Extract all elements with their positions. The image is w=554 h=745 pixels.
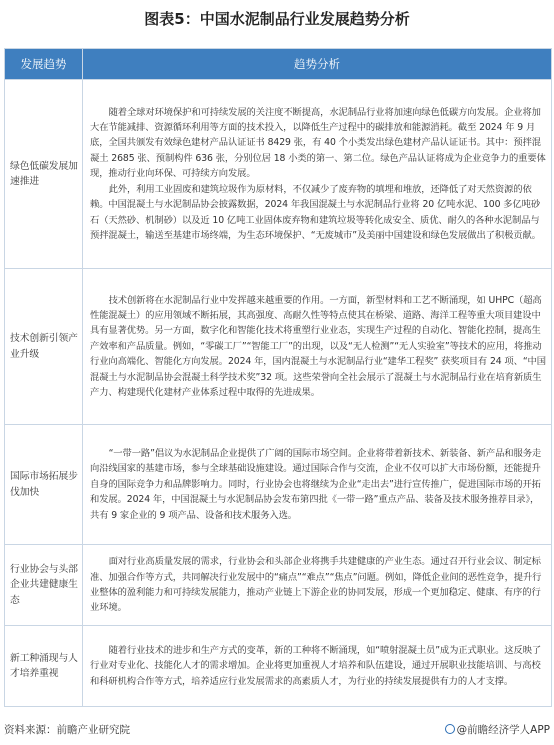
page-title: 图表5：中国水泥制品行业发展趋势分析 bbox=[144, 10, 410, 28]
analysis-paragraph: “一带一路”倡议为水泥制品企业提供了广阔的国际市场空间。企业将带着新技术、新装备、新产品和服务走向沿线国家的基建市场，参与全球基础设施建设。通过国际合作与交流，企业不仅可以扩大市场份额，还能提升自身的国际竞争力和品牌影响力。同时，行业协会也将继续为企业“走出去”进行宣传推广，促进国际市场的开拓和发展。2024 年，中国混凝土与水泥制品协会发布第四批《一带一路”重点产品、装备及技术服务推荐目录》，共有 9 家企业的 9 项产品、设备和技术服务入选。 bbox=[90, 447, 542, 521]
analysis-cell bbox=[83, 80, 552, 269]
header-trend: 发展趋势 bbox=[5, 49, 83, 80]
table-header-row bbox=[5, 49, 552, 80]
table-row bbox=[5, 545, 552, 626]
trend-cell: 技术创新引领产业升级 bbox=[5, 269, 83, 425]
analysis-cell bbox=[83, 626, 552, 707]
table-row bbox=[5, 425, 552, 545]
trend-table bbox=[4, 48, 552, 707]
source-note: 资料来源：前瞻产业研究院 bbox=[4, 724, 130, 736]
analysis-cell bbox=[83, 425, 552, 545]
trend-cell: 新工种涌现与人才培养重视 bbox=[5, 626, 83, 707]
analysis-paragraph: 面对行业高质量发展的需求，行业协会和头部企业将携手共建健康的产业生态。通过召开行业会议、制定标准、加强合作等方式，共同解决行业发展中的“痛点”“难点”“焦点”问题。例如，降低企业间的恶性竞争，提升行业整体的盈利能力和可持续发展能力，推动产业链上下游企业的协同发展，形成一个更加稳定、健康、有序的行业环境。 bbox=[90, 556, 542, 614]
brand-label: @前瞻经济学人APP bbox=[456, 724, 550, 736]
footer bbox=[4, 720, 550, 740]
header-analysis: 趋势分析 bbox=[83, 49, 552, 80]
analysis-paragraph: 随着全球对环境保护和可持续发展的关注度不断提高，水泥制品行业将加速向绿色低碳方向发展。企业将加大在节能减排、资源循环利用等方面的技术投入，以降低生产过程中的碳排放和能源消耗。截至 2024 年 9 月底，全国共颁发有效绿色建材产品认证证书 8429 张，有 40 个小类发出绿色建材产品认证证书。其中：预拌混凝土 2685 张、预制构件 636 张，分别位居 18 小类的第一、第二位。绿色产品认证将成为企业竞争力的重要体现，推动行业向环保、可持续方向发展。 bbox=[90, 106, 546, 180]
brand-logo-icon bbox=[445, 724, 455, 734]
table-row bbox=[5, 626, 552, 707]
analysis-paragraph: 此外，利用工业固废和建筑垃圾作为原材料，不仅减少了废弃物的填埋和堆放，还降低了对天然资源的依赖。中国混凝土与水泥制品协会披露数据，2024 年我国混凝土与水泥制品行业将 20 亿吨水泥、100 多亿吨砂石（天然砂、机制砂）以及近 10 亿吨工业固体废弃物和建筑垃圾等转化成安全、质优、耐久的各种水泥制品与预拌混凝土，输送至基建市场终端，为生态环境保护、“无废城市”及美丽中国建设和绿色发展做出了积极贡献。 bbox=[90, 183, 541, 241]
analysis-cell bbox=[83, 269, 552, 425]
analysis-paragraph: 随着行业技术的进步和生产方式的变革，新的工种将不断涌现，如“喷射混凝土员”成为正式职业。这反映了行业对专业化、技能化人才的需求增加。企业将更加重视人才培养和队伍建设，通过开展职业技能培训、与高校和科研机构合作等方式，培养适应行业发展需求的高素质人才，为行业的持续发展提供有力的人才支撑。 bbox=[90, 644, 542, 687]
trend-cell: 行业协会与头部企业共建健康生态 bbox=[5, 545, 83, 626]
brand-credit bbox=[445, 720, 550, 740]
table-row bbox=[5, 269, 552, 425]
table-row bbox=[5, 80, 552, 269]
analysis-cell bbox=[83, 545, 552, 626]
trend-cell: 绿色低碳发展加速推进 bbox=[5, 80, 83, 269]
analysis-paragraph: 技术创新将在水泥制品行业中发挥越来越重要的作用。一方面，新型材料和工艺不断涌现，如 UHPC（超高性能混凝土）的应用领域不断拓展，其高强度、高耐久性等特点使其在桥梁、道路、海洋工程等重大项目建设中具有显著优势。另一方面，数字化和智能化技术将重塑行业业态，实现生产过程的自动化、智能化控制，提高生产效率和产品质量。例如，“零碳工厂”“智能工厂”的出现，以及“无人检测”“无人实验室”等技术的应用，将推动行业向高端化、智能化方向发展。2024 年，国内混凝土与水泥制品行业“建华工程奖” 获奖项目有 24 项、“中国混凝土与水泥制品协会混凝土科学技术奖”32 项。这些荣誉向全社会展示了混凝土与水泥制品行业在培育新质生产力、构建现代化建材产业体系过程中取得的先进成果。 bbox=[90, 294, 546, 399]
trend-cell: 国际市场拓展步伐加快 bbox=[5, 425, 83, 545]
